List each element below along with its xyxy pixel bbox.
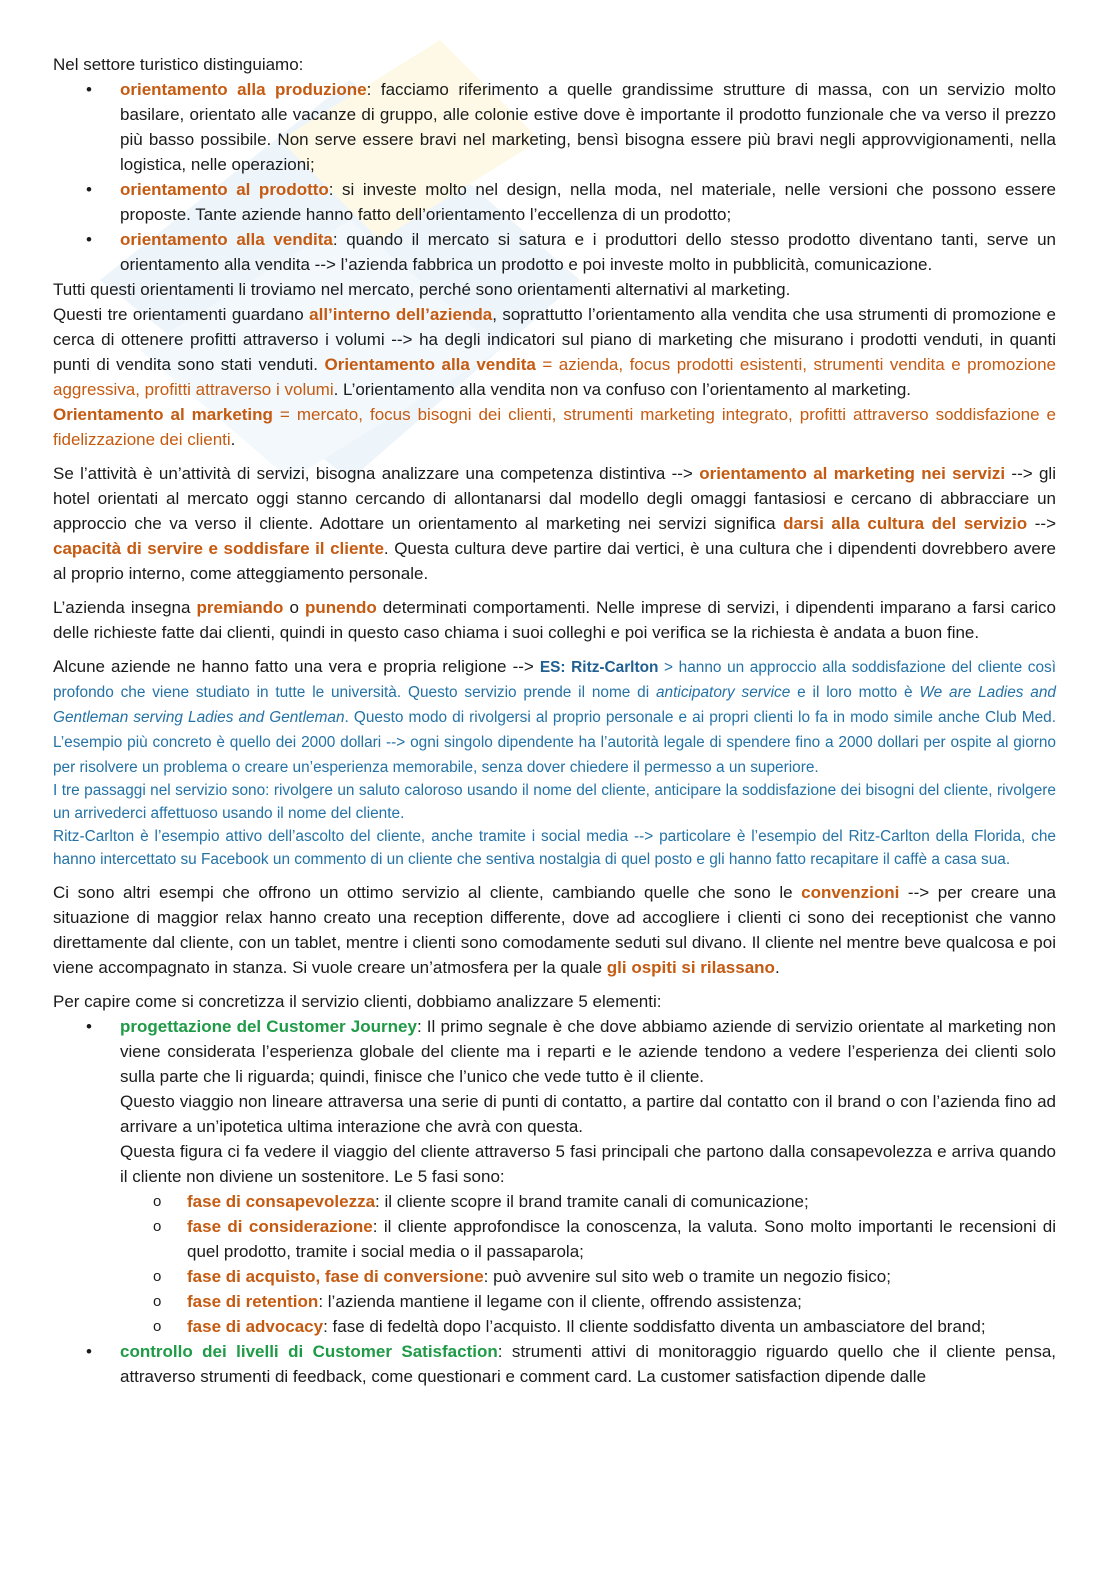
- list-item-text: : quando il mercato si satura e i produttori dello stesso prodotto diventano tanti, serve un orientamento alla vendita --> l’azienda fabbrica un prodotto e poi investe molto in pubblicità, comunicazione.: [120, 230, 1056, 274]
- term-production: orientamento alla produzione: [120, 80, 367, 99]
- term-product: orientamento al prodotto: [120, 180, 329, 199]
- list-item-text: : facciamo riferimento a quelle grandissime strutture di massa, con un servizio molto basilare, orientato alle vacanze di gruppo, alle colonie estive dove è importante il prodotto funzionale che va verso il prezzo più basso possibile. Non serve essere bravi nel marketing, bensì bisogna essere più bravi negli approvvigionamenti, nella logistica, nelle operazioni;: [120, 80, 1056, 174]
- example-paragraph: I tre passaggi nel servizio sono: rivolgere un saluto caloroso usando il nome del cliente, anticipare la soddisfazione dei bisogni del cliente, rivolgere un arrivederci affettuoso usando il nome del cliente.: [53, 782, 1056, 822]
- paragraph: L’azienda insegna premiando o punendo determinati comportamenti. Nelle imprese di servizi, i dipendenti imparano a farsi carico delle richieste fatte dai clienti, quindi in questo caso chiama i suoi colleghi e poi verifica se la richiesta è andata a buon fine.: [53, 598, 1056, 642]
- phase-item: o fase di acquisto, fase di conversione: può avvenire sul sito web o tramite un negozio fisico;: [53, 1264, 1056, 1289]
- paragraph: Tutti questi orientamenti li troviamo nel mercato, perché sono orientamenti alternativi al marketing.: [53, 280, 791, 299]
- example-paragraph: Alcune aziende ne hanno fatto una vera e propria religione --> ES: Ritz-Carlton > hanno un approccio alla soddisfazione del cliente così profondo che viene studiato in tutte le università. Questo servizio prende il nome di anticipatory service e il loro motto è We are Ladies and Gentleman serving Ladies and Gentleman. Questo modo di rivolgersi al proprio personale e ai propri clienti lo fa in modo simile anche Club Med. L’esempio più concreto è quello dei 2000 dollari --> ogni singolo dipendente ha l’autorità legale di spendere fino a 2000 dollari per ospite al giorno per risolvere un problema o creare un’esperienza memorabile, senza dover chiedere il permesso a un superiore.: [53, 657, 1056, 776]
- list-item: • controllo dei livelli di Customer Satisfaction: strumenti attivi di monitoraggio riguardo quello che il cliente pensa, attraverso strumenti di feedback, come questionari e comment card. La customer satisfaction dipende dalle: [53, 1339, 1056, 1389]
- term-customer-satisfaction: controllo dei livelli di Customer Satisfaction: [120, 1342, 498, 1361]
- phase-item: o fase di considerazione: il cliente approfondisce la conoscenza, la valuta. Sono molto importanti le recensioni di quel prodotto, tramite i social media o il passaparola;: [53, 1214, 1056, 1264]
- service-elements-list: [53, 1014, 1056, 1389]
- paragraph: Questi tre orientamenti guardano all’interno dell’azienda, soprattutto l’orientamento alla vendita che usa strumenti di promozione e cerca di ottenere profitti attraverso i volumi --> ha degli indicatori sul piano di marketing che misurano i prodotti venduti, in quanti punti di vendita sono stati venduti. Orientamento alla vendita = azienda, focus prodotti esistenti, strumenti vendita e promozione aggressiva, profitti attraverso i volumi. L’orientamento alla vendita non va confuso con l’orientamento al marketing.: [53, 305, 1056, 399]
- phases-list: [53, 1189, 1056, 1339]
- phase-item: o fase di retention: l’azienda mantiene il legame con il cliente, offrendo assistenza;: [53, 1289, 1056, 1314]
- paragraph: Se l’attività è un’attività di servizi, bisogna analizzare una competenza distintiva --> orientamento al marketing nei servizi --> gli hotel orientati al mercato oggi stanno cercando di allontanarsi dal modello degli omaggi fantasiosi e cercano di abbracciare un approccio che va verso il cliente. Adottare un orientamento al marketing nei servizi significa darsi alla cultura del servizio --> capacità di servire e soddisfare il cliente. Questa cultura deve partire dai vertici, è una cultura che i dipendenti dovrebbero avere al proprio interno, come atteggiamento personale.: [53, 464, 1056, 583]
- term-customer-journey: progettazione del Customer Journey: [120, 1017, 417, 1036]
- paragraph: Per capire come si concretizza il servizio clienti, dobbiamo analizzare 5 elementi:: [53, 992, 662, 1011]
- phase-item: o fase di consapevolezza: il cliente scopre il brand tramite canali di comunicazione;: [53, 1189, 1056, 1214]
- list-item: [53, 177, 1056, 227]
- list-item: • progettazione del Customer Journey: Il primo segnale è che dove abbiamo aziende di servizio orientate al marketing non viene considerata l’esperienza globale del cliente ma i reparti e le aziende tendono a vedere l’esperienza dei clienti solo sulla parte che li riguarda; quindi, finisce che l’unico che vede tutto è il cliente. Questo viaggio non lineare attraversa una serie di punti di contatto, a partire dal contatto con il brand o con l’azienda fino ad arrivare a un’ipotetica ultima interazione che avrà con questa. Questa figura ci fa vedere il viaggio del cliente attraverso 5 fasi principali che partono dalla consapevolezza e arriva quando il cliente non diviene un sostenitore. Le 5 fasi sono: o fase di consapevolezza: il cliente scopre il brand tramite canali di comunicazione; o fase di considerazione: il cliente approfondisce la conoscenza, la valuta. Sono molto importanti le recensioni di quel prodotto, tramite i social media o il passaparola; o fase di acquisto, fase di conversione: può avvenire sul sito web o tramite un negozio fisico; o fase di retention: l’azienda mantiene il legame con il cliente, offrendo assistenza; o fase di advocacy: fase di fedeltà dopo l’acquisto. Il cliente soddisfatto diventa un ambasciatore del brand;: [53, 1014, 1056, 1339]
- example-paragraph: Ritz-Carlton è l’esempio attivo dell’ascolto del cliente, anche tramite i social media --> particolare è l’esempio del Ritz-Carlton della Florida, che hanno intercettato su Facebook un commento di un cliente che sentiva nostalgia di quel posto e gli hanno fatto recapitare il caffè a casa sua.: [53, 828, 1056, 868]
- paragraph: Ci sono altri esempi che offrono un ottimo servizio al cliente, cambiando quelle che sono le convenzioni --> per creare una situazione di maggior relax hanno creato una reception differente, dove ad accogliere i clienti ci sono dei receptionist che vanno direttamente dal cliente, con un tablet, mentre i clienti sono comodamente seduti sul divano. Il cliente nel mentre beve qualcosa e poi viene accompagnato in stanza. Si vuole creare un’atmosfera per la quale gli ospiti si rilassano.: [53, 883, 1056, 977]
- list-item: [53, 77, 1056, 177]
- list-item: [53, 227, 1056, 277]
- paragraph: Orientamento al marketing = mercato, focus bisogni dei clienti, strumenti marketing integrato, profitti attraverso soddisfazione e fidelizzazione dei clienti.: [53, 405, 1057, 449]
- document-page: [53, 52, 1056, 1389]
- phase-item: o fase di advocacy: fase di fedeltà dopo l’acquisto. Il cliente soddisfatto diventa un ambasciatore del brand;: [53, 1314, 1056, 1339]
- list-item-text: : si investe molto nel design, nella moda, nel materiale, nelle versioni che possono essere proposte. Tante aziende hanno fatto dell’orientamento l’eccellenza di un prodotto;: [120, 180, 1056, 224]
- term-sales: orientamento alla vendita: [120, 230, 333, 249]
- orientation-list: [53, 77, 1056, 277]
- intro-line: Nel settore turistico distinguiamo:: [53, 55, 304, 74]
